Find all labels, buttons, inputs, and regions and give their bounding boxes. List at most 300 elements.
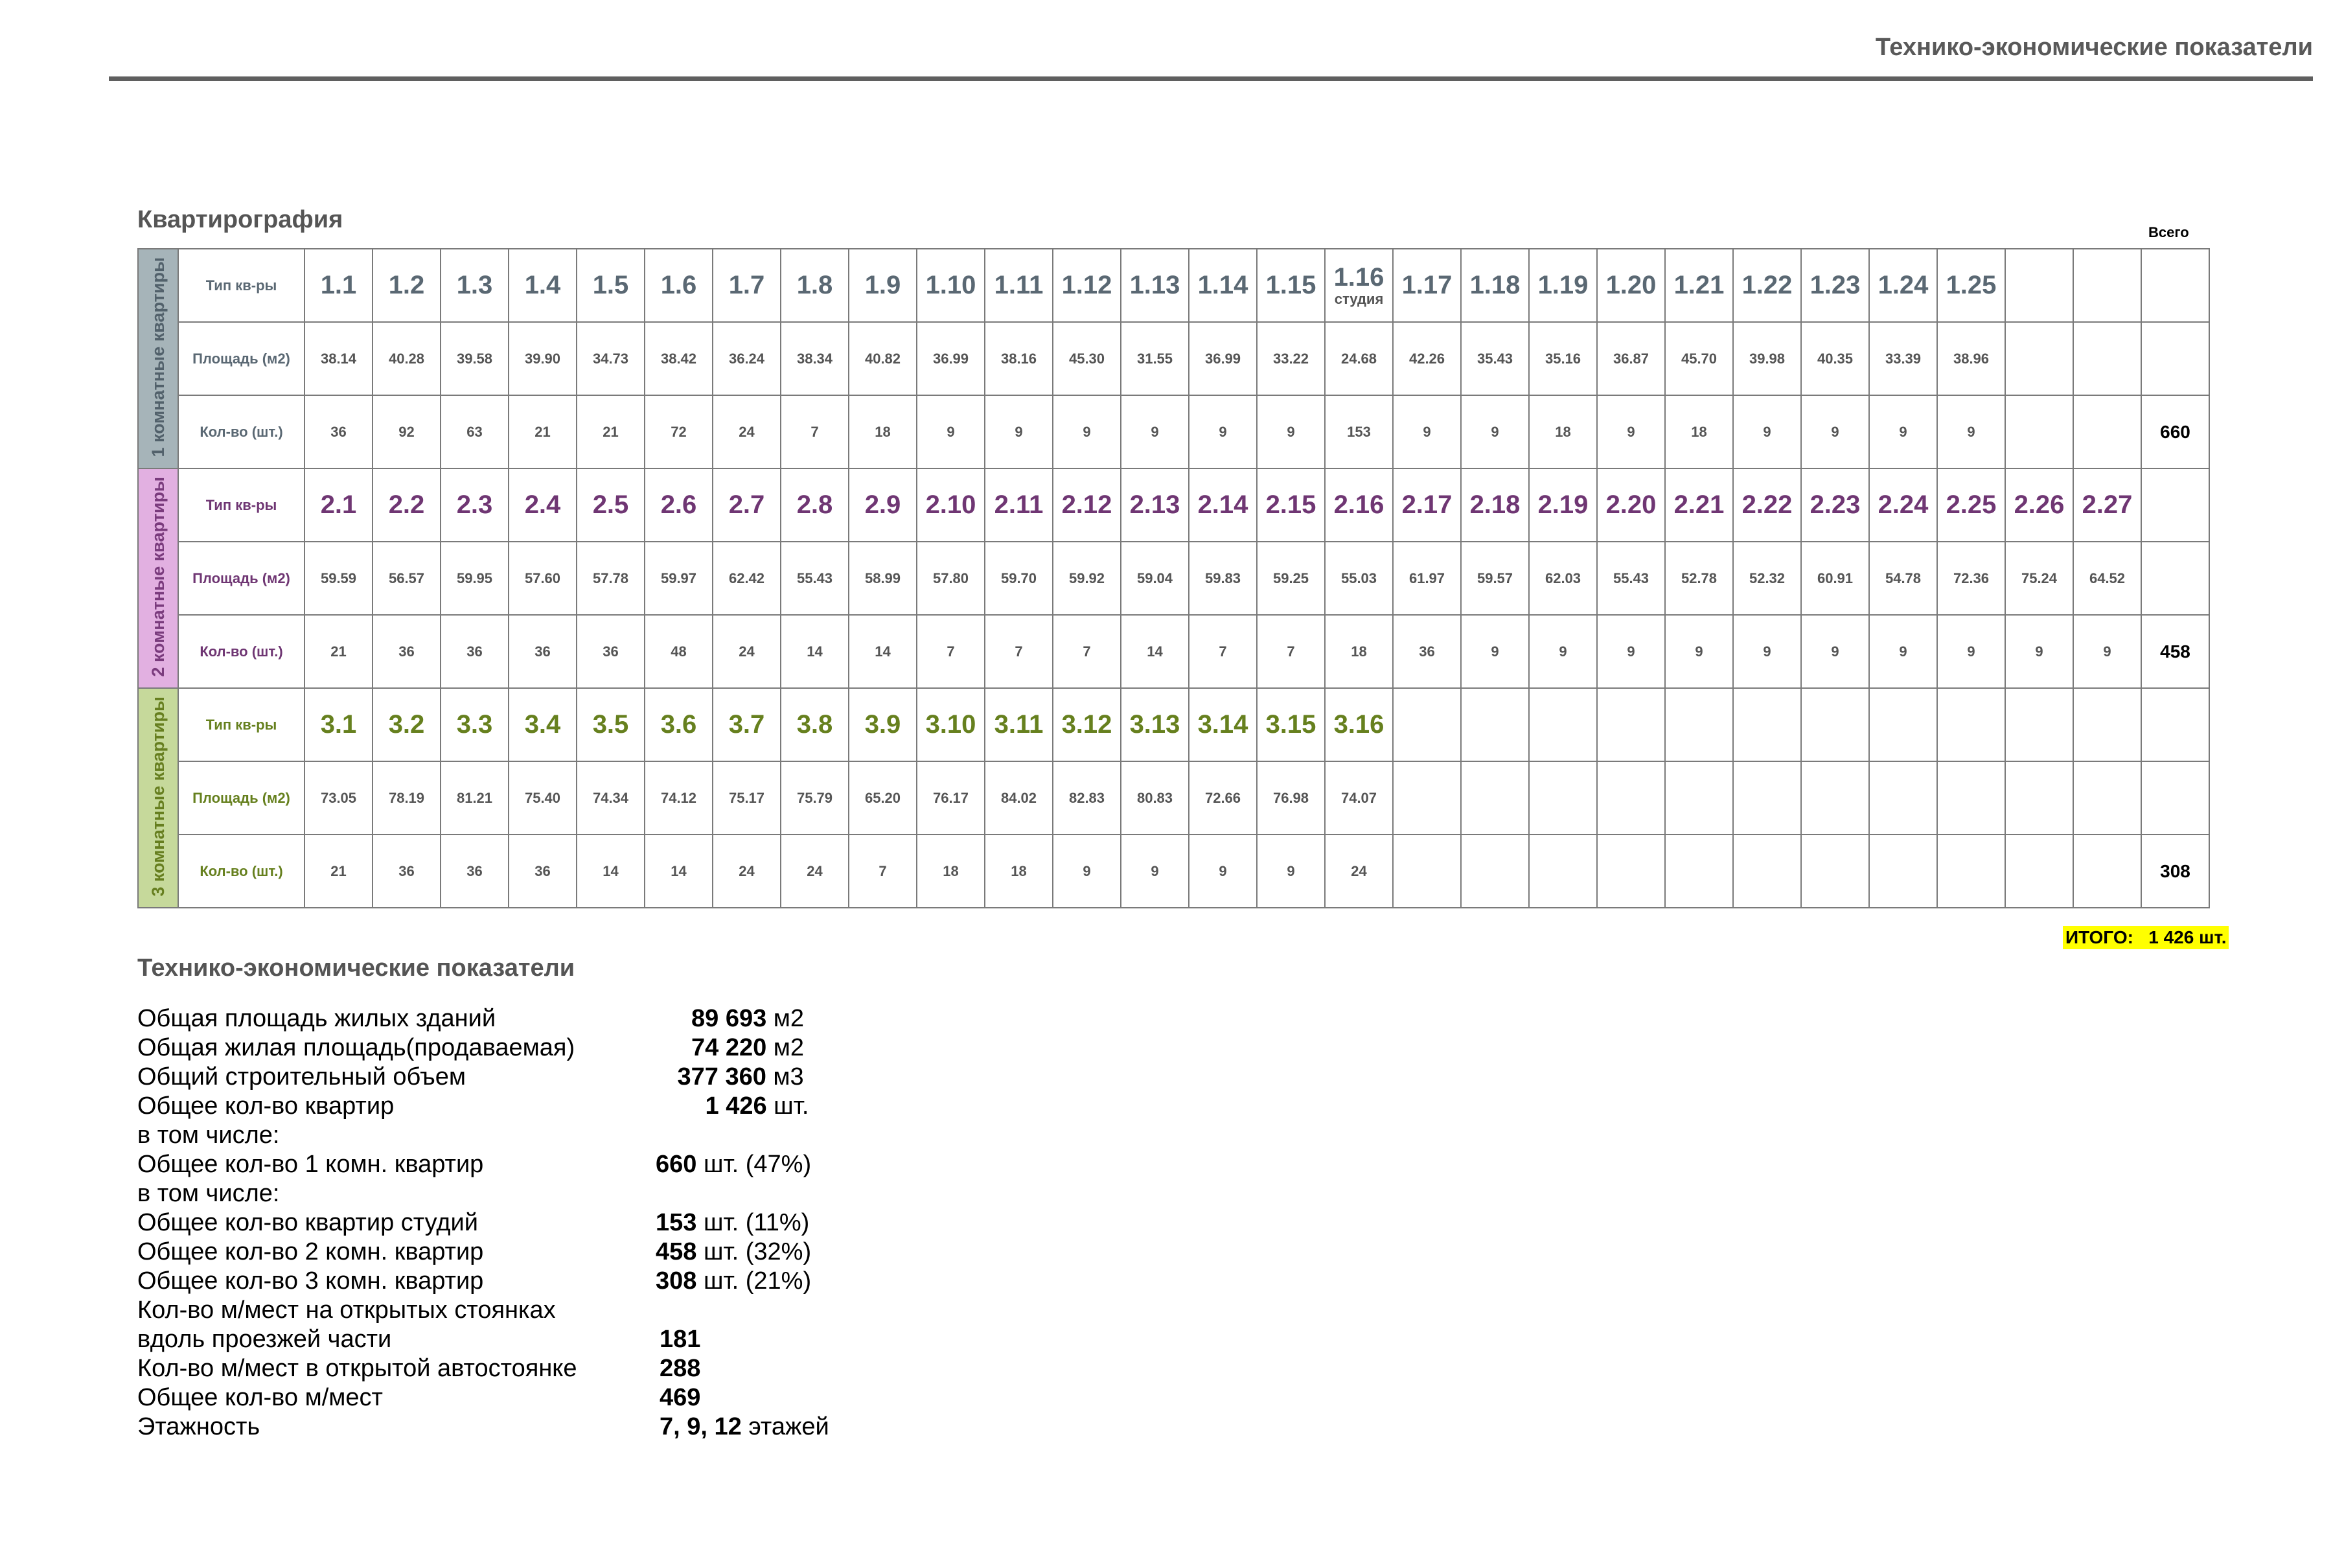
area-cell: 74.12 <box>645 761 713 835</box>
empty-cell <box>1869 761 1937 835</box>
type-cell <box>577 468 645 542</box>
type-cell <box>1597 468 1665 542</box>
tep-value: 181 <box>660 1326 701 1353</box>
type-cell <box>1869 249 1937 322</box>
area-cell: 52.32 <box>1733 542 1801 615</box>
empty-cell <box>2005 322 2073 395</box>
type-cell <box>1733 468 1801 542</box>
tep-unit: м3 <box>766 1063 804 1090</box>
empty-cell <box>1733 688 1801 761</box>
count-cell: 92 <box>373 395 441 468</box>
type-label: 2.10 <box>925 490 976 519</box>
type-cell <box>373 688 441 761</box>
type-label: 3.7 <box>728 710 765 739</box>
table-row <box>138 688 2209 761</box>
empty-cell <box>1461 761 1529 835</box>
count-cell: 14 <box>781 615 849 688</box>
type-cell <box>781 468 849 542</box>
type-label: 3.6 <box>660 710 697 739</box>
area-cell: 72.66 <box>1189 761 1257 835</box>
empty-cell <box>1393 835 1461 908</box>
count-cell: 36 <box>577 615 645 688</box>
type-cell <box>1597 249 1665 322</box>
type-label: 3.12 <box>1061 710 1112 739</box>
tep-label: Общее кол-во квартир <box>137 1092 395 1120</box>
count-cell: 7 <box>1189 615 1257 688</box>
area-cell: 52.78 <box>1665 542 1733 615</box>
group-label: 2 комнатные квартиры <box>148 476 168 677</box>
area-cell: 59.95 <box>441 542 509 615</box>
type-label: 1.14 <box>1197 271 1248 299</box>
tep-title: Технико-экономические показатели <box>137 954 575 982</box>
count-cell: 21 <box>509 395 577 468</box>
type-cell <box>1257 468 1325 542</box>
tep-value: 89 693 <box>691 1005 767 1032</box>
row-label: Кол-во (шт.) <box>178 395 304 468</box>
area-cell: 38.16 <box>985 322 1053 395</box>
type-cell <box>441 468 509 542</box>
row-label: Тип кв-ры <box>178 249 304 322</box>
area-cell: 56.57 <box>373 542 441 615</box>
count-cell: 14 <box>1121 615 1189 688</box>
area-cell: 38.42 <box>645 322 713 395</box>
type-label: 1.18 <box>1469 271 1521 299</box>
type-cell <box>2005 468 2073 542</box>
tep-value: 308 <box>656 1267 697 1295</box>
count-cell: 9 <box>1937 615 2005 688</box>
area-cell: 55.43 <box>781 542 849 615</box>
empty-cell <box>1937 688 2005 761</box>
count-cell: 9 <box>1733 615 1801 688</box>
type-cell <box>1529 249 1597 322</box>
empty-cell <box>1665 761 1733 835</box>
count-cell: 7 <box>1053 615 1121 688</box>
empty-cell <box>1801 688 1869 761</box>
type-label: 1.5 <box>592 271 629 299</box>
count-cell: 18 <box>917 835 985 908</box>
tep-label: Общее кол-во 2 комн. квартир <box>137 1238 484 1265</box>
area-cell: 39.58 <box>441 322 509 395</box>
type-cell <box>509 249 577 322</box>
count-cell: 36 <box>373 835 441 908</box>
header-divider <box>109 76 2313 81</box>
count-cell: 24 <box>713 835 781 908</box>
tep-unit: шт. (11%) <box>696 1209 810 1236</box>
count-cell: 9 <box>2005 615 2073 688</box>
type-cell <box>1529 468 1597 542</box>
type-cell <box>985 249 1053 322</box>
type-label: 2.17 <box>1401 490 1453 519</box>
count-cell: 36 <box>373 615 441 688</box>
area-cell: 65.20 <box>849 761 917 835</box>
count-cell: 18 <box>985 835 1053 908</box>
type-cell <box>1461 468 1529 542</box>
apartment-mix-table <box>137 248 2210 908</box>
type-cell <box>509 688 577 761</box>
empty-cell <box>2141 688 2209 761</box>
count-cell: 9 <box>1801 395 1869 468</box>
type-label: 1.10 <box>925 271 976 299</box>
row-label: Тип кв-ры <box>178 688 304 761</box>
group-label: 3 комнатные квартиры <box>148 696 168 897</box>
empty-cell <box>2005 835 2073 908</box>
tep-value: 153 <box>656 1209 697 1236</box>
area-cell: 34.73 <box>577 322 645 395</box>
count-cell: 9 <box>1801 615 1869 688</box>
area-cell: 62.03 <box>1529 542 1597 615</box>
empty-cell <box>2141 468 2209 542</box>
area-cell: 36.99 <box>1189 322 1257 395</box>
empty-cell <box>1597 688 1665 761</box>
count-cell: 9 <box>1597 615 1665 688</box>
type-cell <box>373 249 441 322</box>
type-cell <box>1325 688 1393 761</box>
empty-cell <box>1733 835 1801 908</box>
type-label: 2.24 <box>1878 490 1929 519</box>
count-cell: 9 <box>1869 395 1937 468</box>
empty-cell <box>1597 761 1665 835</box>
area-cell: 35.43 <box>1461 322 1529 395</box>
area-cell: 59.04 <box>1121 542 1189 615</box>
count-cell: 18 <box>1665 395 1733 468</box>
type-cell <box>713 249 781 322</box>
type-cell <box>917 249 985 322</box>
row-label: Кол-во (шт.) <box>178 615 304 688</box>
area-cell: 75.17 <box>713 761 781 835</box>
count-cell: 9 <box>1257 835 1325 908</box>
tep-unit: шт. (47%) <box>696 1151 812 1178</box>
tep-value: 1 426 <box>705 1092 767 1120</box>
count-cell: 36 <box>441 835 509 908</box>
empty-cell <box>1529 688 1597 761</box>
empty-cell <box>2073 835 2141 908</box>
area-cell: 59.92 <box>1053 542 1121 615</box>
area-cell: 40.28 <box>373 322 441 395</box>
area-cell: 81.21 <box>441 761 509 835</box>
type-cell <box>577 249 645 322</box>
type-label: 3.1 <box>320 710 357 739</box>
count-cell: 21 <box>304 835 373 908</box>
tep-value: 377 360 <box>677 1063 766 1090</box>
area-cell: 33.22 <box>1257 322 1325 395</box>
type-label: 1.25 <box>1946 271 1997 299</box>
area-cell: 74.34 <box>577 761 645 835</box>
tep-unit: шт. (32%) <box>696 1238 812 1265</box>
type-label: 1.22 <box>1741 271 1793 299</box>
type-cell <box>1869 468 1937 542</box>
type-cell <box>1325 249 1393 322</box>
count-cell: 9 <box>1121 395 1189 468</box>
count-cell: 18 <box>1529 395 1597 468</box>
area-cell: 55.43 <box>1597 542 1665 615</box>
empty-cell <box>1393 761 1461 835</box>
type-label: 2.22 <box>1741 490 1793 519</box>
tep-label: Общий строительный объем <box>137 1063 466 1090</box>
type-cell <box>1733 249 1801 322</box>
area-cell: 60.91 <box>1801 542 1869 615</box>
type-cell <box>917 468 985 542</box>
type-label: 2.4 <box>524 490 561 519</box>
type-label: 2.21 <box>1673 490 1725 519</box>
type-label: 2.26 <box>2014 490 2065 519</box>
count-cell: 9 <box>1189 835 1257 908</box>
total-column-header: Всего <box>2148 224 2189 240</box>
type-cell <box>1053 249 1121 322</box>
empty-cell <box>2073 395 2141 468</box>
type-label: 3.16 <box>1333 710 1385 739</box>
count-cell: 9 <box>1733 395 1801 468</box>
count-cell: 36 <box>509 615 577 688</box>
count-cell: 24 <box>781 835 849 908</box>
area-cell: 59.59 <box>304 542 373 615</box>
type-label: 3.8 <box>796 710 833 739</box>
type-label: 2.25 <box>1946 490 1997 519</box>
area-cell: 84.02 <box>985 761 1053 835</box>
grand-total-badge: ИТОГО: 1 426 шт. <box>2063 926 2229 949</box>
empty-cell <box>1665 835 1733 908</box>
table-row <box>138 468 2209 542</box>
count-cell: 18 <box>849 395 917 468</box>
area-cell: 57.60 <box>509 542 577 615</box>
row-label: Площадь (м2) <box>178 761 304 835</box>
empty-cell <box>2073 322 2141 395</box>
tep-value: 458 <box>656 1238 697 1265</box>
type-label: 3.5 <box>592 710 629 739</box>
count-cell: 9 <box>1393 395 1461 468</box>
type-label: 1.16 <box>1333 263 1385 292</box>
area-cell: 38.14 <box>304 322 373 395</box>
count-cell: 18 <box>1325 615 1393 688</box>
area-cell: 59.97 <box>645 542 713 615</box>
empty-cell <box>2073 688 2141 761</box>
type-label: 2.5 <box>592 490 629 519</box>
count-cell: 9 <box>1121 835 1189 908</box>
table-row <box>138 249 2209 322</box>
count-cell: 36 <box>509 835 577 908</box>
row-label: Кол-во (шт.) <box>178 835 304 908</box>
empty-cell <box>2141 542 2209 615</box>
table-row <box>138 835 2209 908</box>
type-cell <box>1937 249 2005 322</box>
count-cell: 36 <box>1393 615 1461 688</box>
count-cell: 9 <box>1937 395 2005 468</box>
tep-label: в том числе: <box>137 1122 280 1149</box>
area-cell: 55.03 <box>1325 542 1393 615</box>
table-row <box>138 542 2209 615</box>
type-label: 3.3 <box>456 710 493 739</box>
empty-cell <box>1869 688 1937 761</box>
empty-cell <box>1801 761 1869 835</box>
area-cell: 45.30 <box>1053 322 1121 395</box>
type-label: 2.2 <box>388 490 425 519</box>
area-cell: 75.40 <box>509 761 577 835</box>
area-cell: 62.42 <box>713 542 781 615</box>
type-label: 1.9 <box>864 271 901 299</box>
type-cell <box>304 468 373 542</box>
type-cell <box>781 688 849 761</box>
type-cell <box>1053 688 1121 761</box>
count-cell: 7 <box>849 835 917 908</box>
type-cell <box>645 468 713 542</box>
count-cell: 7 <box>781 395 849 468</box>
area-cell: 38.34 <box>781 322 849 395</box>
type-label: 2.18 <box>1469 490 1521 519</box>
area-cell: 82.83 <box>1053 761 1121 835</box>
area-cell: 75.79 <box>781 761 849 835</box>
area-cell: 58.99 <box>849 542 917 615</box>
type-cell <box>985 468 1053 542</box>
empty-cell <box>2073 761 2141 835</box>
tep-label: Этажность <box>137 1413 260 1440</box>
empty-cell <box>2073 249 2141 322</box>
type-label: 3.11 <box>994 710 1044 739</box>
type-label: 3.2 <box>388 710 425 739</box>
area-cell: 57.78 <box>577 542 645 615</box>
count-cell: 9 <box>1869 615 1937 688</box>
type-cell <box>509 468 577 542</box>
count-cell: 36 <box>441 615 509 688</box>
type-label: 1.13 <box>1129 271 1180 299</box>
type-label: 2.14 <box>1197 490 1248 519</box>
type-label: 3.13 <box>1129 710 1180 739</box>
count-cell: 9 <box>1053 835 1121 908</box>
area-cell: 36.24 <box>713 322 781 395</box>
tep-label: вдоль проезжей части <box>137 1326 392 1353</box>
count-cell: 153 <box>1325 395 1393 468</box>
count-cell: 9 <box>985 395 1053 468</box>
count-cell: 9 <box>1189 395 1257 468</box>
type-label: 2.7 <box>728 490 765 519</box>
kvartirografia-title: Квартирография <box>137 206 343 233</box>
type-cell <box>645 688 713 761</box>
area-cell: 36.87 <box>1597 322 1665 395</box>
area-cell: 76.98 <box>1257 761 1325 835</box>
type-label: 2.9 <box>864 490 901 519</box>
table-row <box>138 395 2209 468</box>
count-cell: 48 <box>645 615 713 688</box>
count-cell: 9 <box>917 395 985 468</box>
type-cell <box>849 688 917 761</box>
count-cell: 9 <box>1461 615 1529 688</box>
tep-label: Общее кол-во квартир студий <box>137 1209 478 1236</box>
area-cell: 59.57 <box>1461 542 1529 615</box>
area-cell: 33.39 <box>1869 322 1937 395</box>
type-label: 1.21 <box>1673 271 1725 299</box>
area-cell: 59.83 <box>1189 542 1257 615</box>
type-cell <box>1121 688 1189 761</box>
count-cell: 7 <box>1257 615 1325 688</box>
type-cell <box>1665 468 1733 542</box>
type-label: 3.14 <box>1197 710 1248 739</box>
area-cell: 80.83 <box>1121 761 1189 835</box>
area-cell: 54.78 <box>1869 542 1937 615</box>
type-cell <box>781 249 849 322</box>
type-label: 1.12 <box>1061 271 1112 299</box>
type-cell <box>1121 468 1189 542</box>
type-cell <box>1801 249 1869 322</box>
tep-label: Общее кол-во м/мест <box>137 1384 383 1411</box>
area-cell: 59.70 <box>985 542 1053 615</box>
type-label: 1.20 <box>1605 271 1657 299</box>
area-cell: 31.55 <box>1121 322 1189 395</box>
type-label: 1.7 <box>728 271 765 299</box>
count-cell: 7 <box>917 615 985 688</box>
group-label: 1 комнатные квартиры <box>148 257 168 457</box>
type-label: 2.12 <box>1061 490 1112 519</box>
type-label: 2.13 <box>1129 490 1180 519</box>
area-cell: 24.68 <box>1325 322 1393 395</box>
type-cell <box>304 249 373 322</box>
empty-cell <box>1733 761 1801 835</box>
type-label: 1.17 <box>1401 271 1453 299</box>
empty-cell <box>2005 395 2073 468</box>
table-row <box>138 322 2209 395</box>
area-cell: 57.80 <box>917 542 985 615</box>
tep-unit: м2 <box>766 1034 805 1061</box>
count-cell: 14 <box>577 835 645 908</box>
table-row <box>138 761 2209 835</box>
type-label: 2.23 <box>1810 490 1861 519</box>
tep-value: 74 220 <box>691 1034 767 1061</box>
empty-cell <box>2141 322 2209 395</box>
type-label: 1.24 <box>1878 271 1929 299</box>
count-cell: 9 <box>1597 395 1665 468</box>
type-label: 2.27 <box>2082 490 2133 519</box>
count-cell: 9 <box>1053 395 1121 468</box>
type-label: 2.6 <box>660 490 697 519</box>
type-cell <box>441 249 509 322</box>
type-label: 1.6 <box>660 271 697 299</box>
area-cell: 74.07 <box>1325 761 1393 835</box>
empty-cell <box>2141 761 2209 835</box>
tep-value: 660 <box>656 1151 697 1178</box>
type-cell <box>1801 468 1869 542</box>
type-label: 1.8 <box>796 271 833 299</box>
count-cell: 14 <box>849 615 917 688</box>
type-label: 2.3 <box>456 490 493 519</box>
tep-label: в том числе: <box>137 1180 280 1207</box>
group-label-cell <box>138 688 178 908</box>
tep-value: 288 <box>660 1355 701 1382</box>
area-cell: 61.97 <box>1393 542 1461 615</box>
type-cell <box>1053 468 1121 542</box>
tep-unit: шт. (21%) <box>696 1267 812 1295</box>
empty-cell <box>1461 688 1529 761</box>
tep-unit: м2 <box>766 1005 805 1032</box>
type-label: 2.20 <box>1605 490 1657 519</box>
area-cell: 36.99 <box>917 322 985 395</box>
area-cell: 73.05 <box>304 761 373 835</box>
type-cell <box>1189 688 1257 761</box>
type-cell <box>1121 249 1189 322</box>
empty-cell <box>2005 688 2073 761</box>
type-cell <box>2073 468 2141 542</box>
count-cell: 9 <box>1461 395 1529 468</box>
empty-cell <box>1529 835 1597 908</box>
area-cell: 40.82 <box>849 322 917 395</box>
row-label: Площадь (м2) <box>178 542 304 615</box>
type-label: 2.11 <box>994 490 1044 519</box>
area-cell: 78.19 <box>373 761 441 835</box>
type-label: 2.1 <box>320 490 357 519</box>
type-label: 1.23 <box>1810 271 1861 299</box>
area-cell: 76.17 <box>917 761 985 835</box>
empty-cell <box>1597 835 1665 908</box>
empty-cell <box>1529 761 1597 835</box>
type-cell <box>373 468 441 542</box>
type-cell <box>1393 468 1461 542</box>
type-label: 3.15 <box>1265 710 1316 739</box>
